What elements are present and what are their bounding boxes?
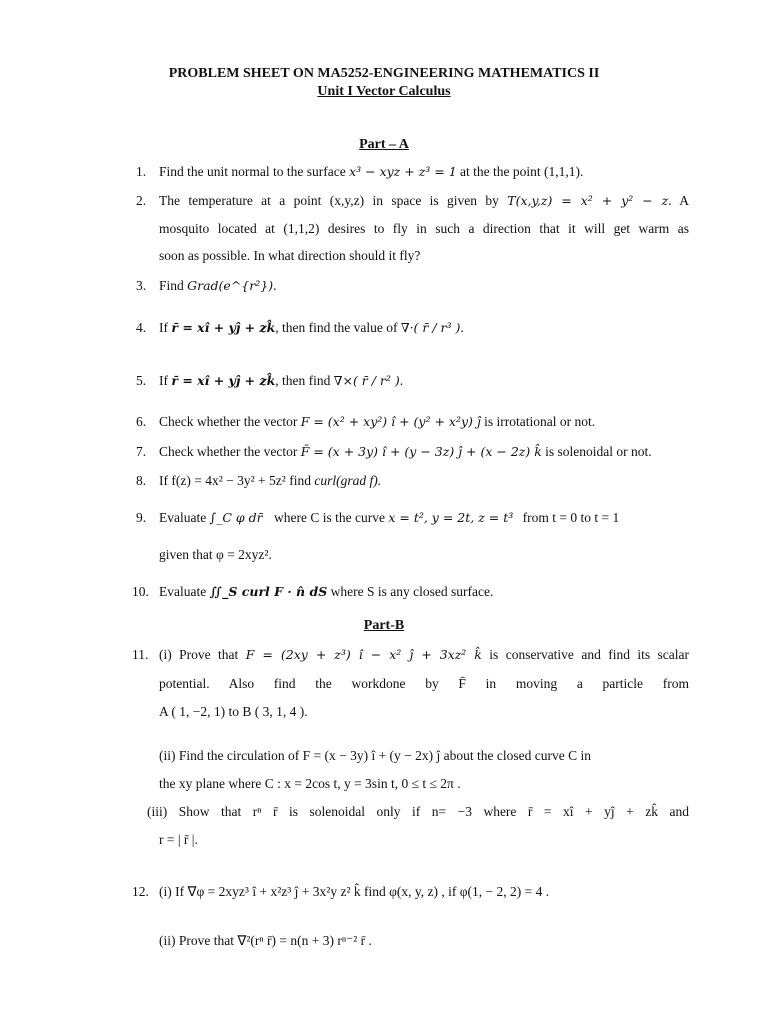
question-11-iii-line-1: (iii) Show that rⁿ r̄ is solenoidal only if n= −3 where r̄ = xî + yĵ + zk̂ and <box>147 804 689 819</box>
question-4: If r̄ = xî + yĵ + zk̂, then find the value of ∇·( r̄ / r³ ). <box>159 320 464 335</box>
question-8: If f(z) = 4x² − 3y² + 5z² find curl(grad f). <box>159 473 382 488</box>
question-11-i-line-1: (i) Prove that F = (2xy + z³) î − x² ĵ + 3xz² k̂ is conservative and find its scalar <box>159 647 690 662</box>
question-5: If r̄ = xî + yĵ + zk̂, then find ∇×( r̄ / r² ). <box>159 373 404 388</box>
part-a-heading: Part – A <box>359 137 409 152</box>
q5-number: 5. <box>136 373 147 388</box>
question-11-ii-line-2: the xy plane where C : x = 2cos t, y = 3sin t, 0 ≤ t ≤ 2π . <box>159 776 461 791</box>
unit-title: Unit I Vector Calculus <box>317 84 451 99</box>
question-3: Find Grad(e^{r²}). <box>159 278 277 293</box>
question-9-line-2: given that φ = 2xyz². <box>159 547 272 562</box>
question-10: Evaluate ∬_S curl F · n̂ dS where S is any closed surface. <box>159 584 494 599</box>
part-b-heading: Part-B <box>363 618 405 633</box>
q6-number: 6. <box>136 414 147 429</box>
question-6: Check whether the vector F = (x² + xy²) î + (y² + x²y) ĵ is irrotational or not. <box>159 414 596 429</box>
question-1: Find the unit normal to the surface x³ − xyz + z³ = 1 at the the point (1,1,1). <box>159 164 584 179</box>
question-7: Check whether the vector F̄ = (x + 3y) î + (y − 3z) ĵ + (x − 2z) k̂ is solenoidal or not. <box>159 444 652 459</box>
question-12-i: (i) If ∇φ = 2xyz³ î + x²z³ ĵ + 3x²y z² k̂ find φ(x, y, z) , if φ(1, − 2, 2) = 4 . <box>159 884 550 899</box>
question-2-line-1: The temperature at a point (x,y,z) in space is given by T(x,y,z) = x² + y² − z. A <box>159 193 689 208</box>
q9-number: 9. <box>136 510 147 525</box>
question-12-ii: (ii) Prove that ∇²(rⁿ r̄) = n(n + 3) rⁿ⁻² r̄ . <box>159 933 372 948</box>
sheet-title: PROBLEM SHEET ON MA5252-ENGINEERING MATHEMATICS II <box>168 66 600 81</box>
q7-number: 7. <box>136 444 147 459</box>
question-9-line-1: Evaluate ∫_C φ dr̄ where C is the curve x = t², y = 2t, z = t³ from t = 0 to t = 1 <box>159 510 620 525</box>
q11-number: 11. <box>132 647 149 662</box>
q8-number: 8. <box>136 473 147 488</box>
q2-number: 2. <box>136 193 147 208</box>
question-2-line-2: mosquito located at (1,1,2) desires to fly in such a direction that it will get warm as <box>159 221 689 236</box>
question-11-i-line-3: A ( 1, −2, 1) to B ( 3, 1, 4 ). <box>159 704 308 719</box>
q3-number: 3. <box>136 278 147 293</box>
question-11-ii-line-1: (ii) Find the circulation of F = (x − 3y) î + (y − 2x) ĵ about the closed curve C in <box>159 748 591 763</box>
question-11-i-line-2: potential. Also find the workdone by F̄ in moving a particle from <box>159 676 689 691</box>
q4-number: 4. <box>136 320 147 335</box>
q1-number: 1. <box>136 164 147 179</box>
question-2-line-3: soon as possible. In what direction should it fly? <box>159 248 421 263</box>
q10-number: 10. <box>132 584 149 599</box>
question-11-iii-line-2: r = | r̄ |. <box>159 832 198 847</box>
q12-number: 12. <box>132 884 149 899</box>
